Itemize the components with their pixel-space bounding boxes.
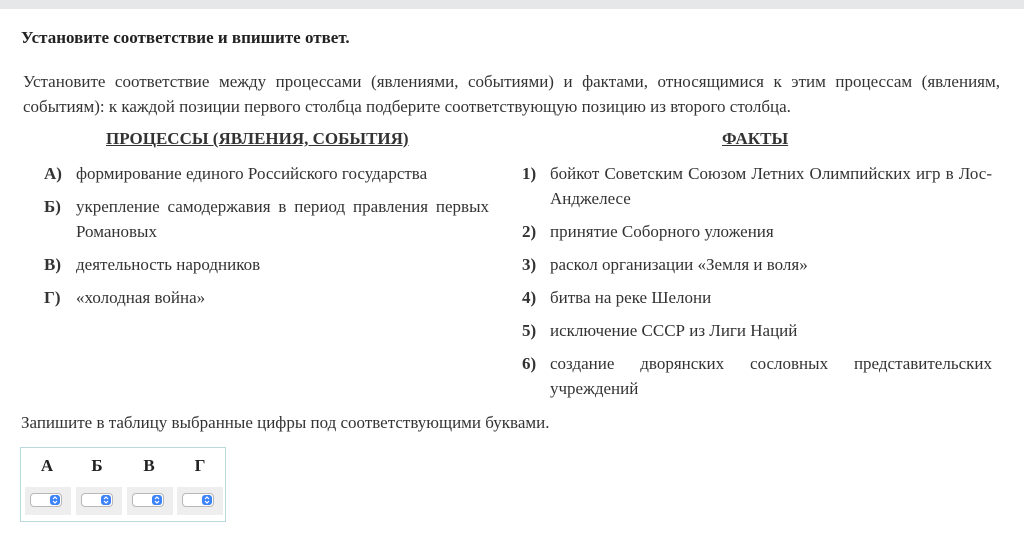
- answer-select-b[interactable]: [81, 493, 113, 507]
- task-title: Установите соответствие и впишите ответ.: [21, 28, 350, 47]
- fact-text: раскол организации «Земля и воля»: [550, 255, 808, 274]
- process-letter: Б): [44, 197, 61, 216]
- fact-text: бойкот Советским Союзом Летних Олимпийских игр в Лос-Анджелесе: [550, 164, 992, 208]
- answer-table: [20, 447, 226, 522]
- answer-header-b: Б: [91, 456, 103, 475]
- answer-select-a[interactable]: [30, 493, 62, 507]
- select-arrows-icon: [202, 495, 212, 505]
- answer-header-v: В: [143, 456, 155, 475]
- fact-text: исключение СССР из Лиги Наций: [550, 321, 798, 340]
- fact-text: битва на реке Шелони: [550, 288, 712, 307]
- processes-header: ПРОЦЕССЫ (ЯВЛЕНИЯ, СОБЫТИЯ): [106, 129, 409, 148]
- process-letter: В): [44, 255, 61, 274]
- process-text: формирование единого Российского государства: [76, 164, 428, 183]
- answer-cell-a: [25, 487, 71, 515]
- answer-select-v[interactable]: [132, 493, 164, 507]
- fact-number: 1): [522, 164, 537, 183]
- process-text: укрепление самодержавия в период правления первых Романовых: [76, 197, 489, 241]
- select-arrows-icon: [101, 495, 111, 505]
- fact-number: 5): [522, 321, 537, 340]
- process-letter: А): [44, 164, 62, 183]
- fact-text: создание дворянских сословных представительских учреждений: [550, 354, 992, 398]
- facts-header: ФАКТЫ: [722, 129, 789, 148]
- select-arrows-icon: [50, 495, 60, 505]
- task-instruction: Установите соответствие между процессами (явлениями, событиями) и фактами, относящимися к этим процессам (явлениям, событиям): к каждой позиции первого столбца подберите соответствующую позицию из второго столбца.: [23, 72, 1000, 116]
- fact-number: 3): [522, 255, 537, 274]
- fact-text: принятие Соборного уложения: [550, 222, 774, 241]
- answer-select-g[interactable]: [182, 493, 214, 507]
- process-text: «холодная война»: [76, 288, 206, 307]
- answer-note: Запишите в таблицу выбранные цифры под соответствующими буквами.: [21, 413, 550, 432]
- fact-number: 6): [522, 354, 537, 373]
- fact-number: 2): [522, 222, 537, 241]
- answer-cell-v: [127, 487, 173, 515]
- answer-cell-b: [76, 487, 122, 515]
- fact-number: 4): [522, 288, 537, 307]
- select-arrows-icon: [152, 495, 162, 505]
- top-bar: [0, 0, 1024, 9]
- answer-cell-g: [177, 487, 223, 515]
- answer-header-a: А: [40, 456, 54, 475]
- process-text: деятельность народников: [76, 255, 261, 274]
- answer-header-g: Г: [194, 456, 206, 475]
- process-letter: Г): [44, 288, 61, 307]
